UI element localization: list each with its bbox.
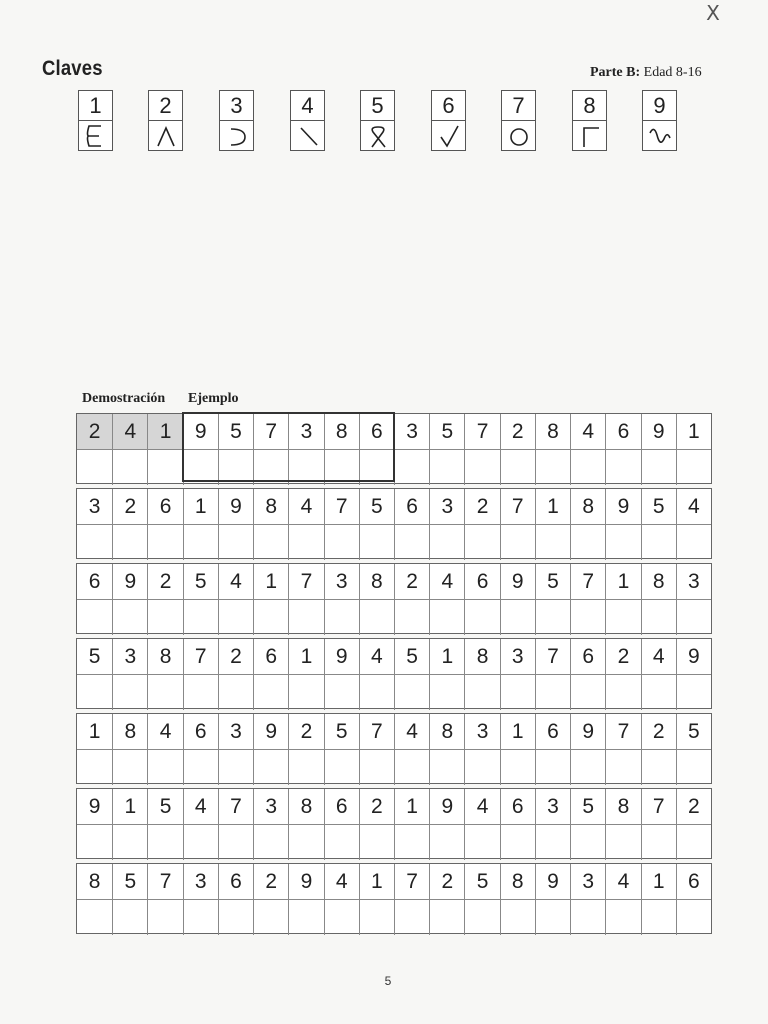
item-number: 4: [676, 489, 711, 524]
item-number: 6: [464, 564, 499, 599]
key-number: 5: [361, 91, 394, 121]
item-number: 7: [218, 789, 253, 824]
answer-cell[interactable]: [394, 824, 429, 860]
item-number: 5: [112, 864, 147, 899]
answer-cell[interactable]: [218, 599, 253, 635]
item-number: 4: [324, 864, 359, 899]
answer-cell[interactable]: [570, 449, 605, 485]
answer-cell[interactable]: [605, 899, 640, 935]
answer-cell[interactable]: [253, 824, 288, 860]
item-row-4: [76, 638, 712, 709]
item-number: 9: [218, 489, 253, 524]
item-number: 8: [464, 639, 499, 674]
backslash-symbol-icon: [291, 121, 324, 151]
key-box-3: [219, 90, 254, 151]
item-number: 2: [394, 564, 429, 599]
answer-cell[interactable]: [535, 824, 570, 860]
item-number: 3: [429, 489, 464, 524]
item-number: 6: [253, 639, 288, 674]
item-number: 5: [676, 714, 711, 749]
item-number: 4: [359, 639, 394, 674]
answer-cell[interactable]: [605, 824, 640, 860]
answer-cell[interactable]: [500, 599, 535, 635]
item-number: 5: [394, 639, 429, 674]
answer-cell[interactable]: [147, 749, 182, 785]
item-number: 4: [570, 414, 605, 449]
key-number: 9: [643, 91, 676, 121]
answer-cell[interactable]: [641, 824, 676, 860]
item-number: 3: [324, 564, 359, 599]
answer-cell[interactable]: [394, 674, 429, 710]
item-number: 3: [570, 864, 605, 899]
item-number: 4: [641, 639, 676, 674]
item-number: 6: [500, 789, 535, 824]
item-number: 2: [77, 414, 112, 449]
key-box-7: [501, 90, 536, 151]
item-number: 3: [394, 414, 429, 449]
item-number: 9: [570, 714, 605, 749]
answer-cell[interactable]: [429, 824, 464, 860]
item-number: 7: [500, 489, 535, 524]
answer-cell[interactable]: [429, 449, 464, 485]
item-number: 6: [218, 864, 253, 899]
answer-cell[interactable]: [183, 449, 218, 485]
answer-cell[interactable]: [464, 749, 499, 785]
item-number: 6: [359, 414, 394, 449]
answer-cell[interactable]: [288, 449, 323, 485]
answer-cell[interactable]: [359, 824, 394, 860]
item-number: 5: [147, 789, 182, 824]
item-number: 4: [464, 789, 499, 824]
answer-cell[interactable]: [500, 449, 535, 485]
answer-cell[interactable]: [605, 524, 640, 560]
answer-cell[interactable]: [147, 449, 182, 485]
item-number: 9: [500, 564, 535, 599]
item-number: 6: [183, 714, 218, 749]
item-number: 6: [324, 789, 359, 824]
answer-cell[interactable]: [112, 599, 147, 635]
item-row-6: [76, 788, 712, 859]
answer-cell[interactable]: [676, 449, 711, 485]
item-number: 7: [394, 864, 429, 899]
answer-cell[interactable]: [676, 674, 711, 710]
answer-cell[interactable]: [570, 674, 605, 710]
epsilon-symbol-icon: [79, 121, 112, 151]
answer-cell[interactable]: [218, 449, 253, 485]
answer-cell[interactable]: [112, 674, 147, 710]
item-number: 2: [253, 864, 288, 899]
answer-cell[interactable]: [641, 449, 676, 485]
item-number: 9: [253, 714, 288, 749]
answer-cell[interactable]: [500, 899, 535, 935]
answer-cell[interactable]: [253, 599, 288, 635]
answer-cell[interactable]: [77, 599, 112, 635]
answer-cell[interactable]: [605, 599, 640, 635]
answer-cell[interactable]: [429, 599, 464, 635]
answer-cell[interactable]: [464, 674, 499, 710]
answer-cell[interactable]: [570, 824, 605, 860]
item-number: 9: [183, 414, 218, 449]
answer-cell[interactable]: [112, 524, 147, 560]
item-number: 8: [253, 489, 288, 524]
item-number: 3: [88, 495, 101, 518]
answer-cell[interactable]: [288, 824, 323, 860]
item-number: 1: [88, 720, 101, 743]
answer-cell[interactable]: [288, 599, 323, 635]
answer-cell[interactable]: [464, 449, 499, 485]
item-number: 5: [324, 714, 359, 749]
answer-cell[interactable]: [570, 749, 605, 785]
answer-cell[interactable]: [183, 749, 218, 785]
answer-cell[interactable]: [324, 674, 359, 710]
answer-cell[interactable]: [429, 749, 464, 785]
item-number: 2: [112, 489, 147, 524]
answer-cell[interactable]: [535, 449, 570, 485]
answer-cell[interactable]: [500, 674, 535, 710]
item-number: 9: [88, 795, 101, 818]
answer-cell[interactable]: [324, 449, 359, 485]
answer-cell[interactable]: [324, 899, 359, 935]
part-label: [590, 65, 702, 81]
answer-cell[interactable]: [77, 899, 112, 935]
item-number: 1: [112, 789, 147, 824]
item-number: 1: [429, 639, 464, 674]
item-number: 9: [641, 414, 676, 449]
item-number: 8: [429, 714, 464, 749]
answer-cell[interactable]: [253, 899, 288, 935]
tilde-symbol-icon: [643, 121, 676, 151]
item-number: 8: [535, 414, 570, 449]
item-number: 7: [183, 639, 218, 674]
item-number: 6: [676, 864, 711, 899]
part-label-bold: Parte B:: [590, 65, 641, 80]
answer-cell[interactable]: [324, 599, 359, 635]
item-number: 4: [218, 564, 253, 599]
answer-cell[interactable]: [570, 524, 605, 560]
answer-cell[interactable]: [359, 524, 394, 560]
answer-cell[interactable]: [183, 899, 218, 935]
answer-cell[interactable]: [112, 824, 147, 860]
item-number: 2: [218, 639, 253, 674]
example-label: Ejemplo: [188, 391, 239, 406]
answer-cell[interactable]: [112, 899, 147, 935]
page-number: 5: [384, 974, 392, 988]
answer-cell[interactable]: [112, 749, 147, 785]
item-number: 7: [359, 714, 394, 749]
answer-cell[interactable]: [253, 524, 288, 560]
answer-cell[interactable]: [641, 674, 676, 710]
ribbon-symbol-icon: [361, 121, 394, 151]
item-number: 5: [88, 645, 101, 668]
item-number: 7: [147, 864, 182, 899]
key-box-6: [431, 90, 466, 151]
item-number: 9: [112, 564, 147, 599]
item-number: 9: [324, 639, 359, 674]
item-number: 3: [464, 714, 499, 749]
item-number: 5: [183, 564, 218, 599]
key-number: 4: [291, 91, 324, 121]
answer-cell[interactable]: [253, 449, 288, 485]
item-number: 7: [641, 789, 676, 824]
item-number: 7: [288, 564, 323, 599]
corner-symbol-icon: [573, 121, 606, 151]
item-number: 4: [183, 789, 218, 824]
answer-cell[interactable]: [429, 524, 464, 560]
item-row-1: [76, 413, 712, 484]
key-box-8: [572, 90, 607, 151]
item-number: 1: [147, 414, 182, 449]
item-number: 6: [88, 570, 101, 593]
answer-cell[interactable]: [429, 899, 464, 935]
answer-cell[interactable]: [676, 599, 711, 635]
answer-cell[interactable]: [535, 749, 570, 785]
key-number: 8: [573, 91, 606, 121]
item-number: 1: [676, 414, 711, 449]
item-number: 8: [288, 789, 323, 824]
answer-cell[interactable]: [324, 824, 359, 860]
item-number: 2: [676, 789, 711, 824]
item-number: 2: [359, 789, 394, 824]
demo-label: Demostración: [82, 391, 166, 406]
item-number: 8: [570, 489, 605, 524]
item-number: 1: [183, 489, 218, 524]
answer-cell[interactable]: [535, 599, 570, 635]
answer-cell[interactable]: [535, 674, 570, 710]
item-number: 6: [394, 489, 429, 524]
item-number: 1: [535, 489, 570, 524]
item-number: 8: [359, 564, 394, 599]
answer-cell[interactable]: [218, 749, 253, 785]
answer-cell[interactable]: [324, 524, 359, 560]
circle-symbol-icon: [502, 121, 535, 151]
answer-cell[interactable]: [359, 449, 394, 485]
key-box-4: [290, 90, 325, 151]
answer-cell[interactable]: [218, 899, 253, 935]
example-frame-top: [182, 412, 395, 414]
key-number: 3: [220, 91, 253, 121]
item-number: 3: [500, 639, 535, 674]
answer-cell[interactable]: [359, 674, 394, 710]
item-number: 3: [218, 714, 253, 749]
item-number: 8: [324, 414, 359, 449]
item-number: 9: [429, 789, 464, 824]
answer-cell[interactable]: [359, 749, 394, 785]
answer-cell[interactable]: [535, 899, 570, 935]
answer-cell[interactable]: [394, 449, 429, 485]
key-number: 1: [79, 91, 112, 121]
item-number: 9: [288, 864, 323, 899]
answer-cell[interactable]: [147, 524, 182, 560]
answer-cell[interactable]: [218, 524, 253, 560]
answer-cell[interactable]: [112, 449, 147, 485]
answer-cell[interactable]: [77, 674, 112, 710]
answer-cell[interactable]: [77, 524, 112, 560]
answer-cell[interactable]: [394, 599, 429, 635]
answer-cell[interactable]: [641, 524, 676, 560]
keys-title: Claves: [42, 57, 103, 80]
item-row-5: [76, 713, 712, 784]
item-number: 1: [500, 714, 535, 749]
item-number: 5: [429, 414, 464, 449]
answer-cell[interactable]: [183, 524, 218, 560]
answer-cell[interactable]: [464, 824, 499, 860]
key-box-5: [360, 90, 395, 151]
item-number: 5: [464, 864, 499, 899]
item-row-7: [76, 863, 712, 934]
answer-cell[interactable]: [147, 824, 182, 860]
item-number: 9: [676, 639, 711, 674]
answer-cell[interactable]: [676, 899, 711, 935]
item-number: 5: [641, 489, 676, 524]
answer-cell[interactable]: [147, 899, 182, 935]
item-number: 8: [500, 864, 535, 899]
item-number: 7: [605, 714, 640, 749]
item-number: 5: [359, 489, 394, 524]
item-number: 7: [324, 489, 359, 524]
item-number: 2: [429, 864, 464, 899]
item-number: 8: [641, 564, 676, 599]
item-number: 3: [676, 564, 711, 599]
item-number: 9: [605, 489, 640, 524]
item-number: 7: [570, 564, 605, 599]
item-number: 1: [605, 564, 640, 599]
answer-cell[interactable]: [359, 899, 394, 935]
item-number: 4: [288, 489, 323, 524]
item-number: 1: [641, 864, 676, 899]
answer-cell[interactable]: [394, 524, 429, 560]
answer-cell[interactable]: [77, 749, 112, 785]
item-number: 3: [183, 864, 218, 899]
item-number: 2: [288, 714, 323, 749]
answer-cell[interactable]: [147, 674, 182, 710]
item-number: 2: [605, 639, 640, 674]
reverse-c-symbol-icon: [220, 121, 253, 151]
item-number: 5: [218, 414, 253, 449]
answer-cell[interactable]: [394, 749, 429, 785]
item-number: 2: [464, 489, 499, 524]
item-number: 2: [147, 564, 182, 599]
item-number: 6: [605, 414, 640, 449]
item-number: 8: [147, 639, 182, 674]
answer-cell[interactable]: [570, 899, 605, 935]
item-number: 8: [112, 714, 147, 749]
caret-symbol-icon: [149, 121, 182, 151]
answer-cell[interactable]: [464, 599, 499, 635]
item-number: 4: [605, 864, 640, 899]
item-number: 3: [112, 639, 147, 674]
answer-cell[interactable]: [288, 749, 323, 785]
answer-cell[interactable]: [500, 749, 535, 785]
key-box-1: [78, 90, 113, 151]
answer-cell[interactable]: [183, 824, 218, 860]
item-number: 6: [570, 639, 605, 674]
answer-cell[interactable]: [77, 824, 112, 860]
item-row-2: [76, 488, 712, 559]
item-number: 2: [641, 714, 676, 749]
answer-cell[interactable]: [464, 899, 499, 935]
key-box-2: [148, 90, 183, 151]
item-number: 1: [288, 639, 323, 674]
item-number: 6: [535, 714, 570, 749]
item-number: 1: [394, 789, 429, 824]
answer-cell[interactable]: [605, 749, 640, 785]
part-label-age: Edad 8-16: [640, 65, 702, 80]
answer-cell[interactable]: [288, 899, 323, 935]
key-number: 6: [432, 91, 465, 121]
answer-cell[interactable]: [288, 524, 323, 560]
answer-cell[interactable]: [641, 599, 676, 635]
answer-cell[interactable]: [570, 599, 605, 635]
item-number: 7: [253, 414, 288, 449]
answer-cell[interactable]: [183, 599, 218, 635]
answer-cell[interactable]: [500, 824, 535, 860]
answer-cell[interactable]: [324, 749, 359, 785]
answer-cell[interactable]: [500, 524, 535, 560]
item-number: 4: [394, 714, 429, 749]
answer-cell[interactable]: [676, 524, 711, 560]
close-icon[interactable]: X: [706, 1, 720, 25]
item-number: 4: [429, 564, 464, 599]
key-number: 2: [149, 91, 182, 121]
answer-cell[interactable]: [676, 824, 711, 860]
item-number: 9: [535, 864, 570, 899]
item-number: 1: [359, 864, 394, 899]
answer-cell[interactable]: [147, 599, 182, 635]
item-number: 2: [500, 414, 535, 449]
item-row-3: [76, 563, 712, 634]
answer-cell[interactable]: [535, 524, 570, 560]
answer-cell[interactable]: [253, 749, 288, 785]
item-number: 3: [253, 789, 288, 824]
answer-cell[interactable]: [359, 599, 394, 635]
item-number: 8: [605, 789, 640, 824]
answer-cell[interactable]: [641, 749, 676, 785]
answer-cell[interactable]: [429, 674, 464, 710]
item-number: 3: [535, 789, 570, 824]
answer-cell[interactable]: [464, 524, 499, 560]
item-number: 7: [464, 414, 499, 449]
key-box-9: [642, 90, 677, 151]
key-number: 7: [502, 91, 535, 121]
answer-cell[interactable]: [641, 899, 676, 935]
item-number: 4: [112, 414, 147, 449]
item-number: 4: [147, 714, 182, 749]
answer-cell[interactable]: [253, 674, 288, 710]
item-number: 5: [570, 789, 605, 824]
answer-cell[interactable]: [394, 899, 429, 935]
item-number: 1: [253, 564, 288, 599]
item-number: 6: [147, 489, 182, 524]
item-number: 7: [535, 639, 570, 674]
item-number: 5: [535, 564, 570, 599]
answer-cell[interactable]: [288, 674, 323, 710]
answer-cell[interactable]: [218, 674, 253, 710]
item-number: 8: [88, 870, 101, 893]
answer-cell[interactable]: [605, 449, 640, 485]
answer-cell[interactable]: [218, 824, 253, 860]
checkmark-symbol-icon: [432, 121, 465, 151]
item-number: 3: [288, 414, 323, 449]
answer-cell[interactable]: [183, 674, 218, 710]
answer-cell[interactable]: [605, 674, 640, 710]
answer-cell[interactable]: [77, 449, 112, 485]
answer-cell[interactable]: [676, 749, 711, 785]
